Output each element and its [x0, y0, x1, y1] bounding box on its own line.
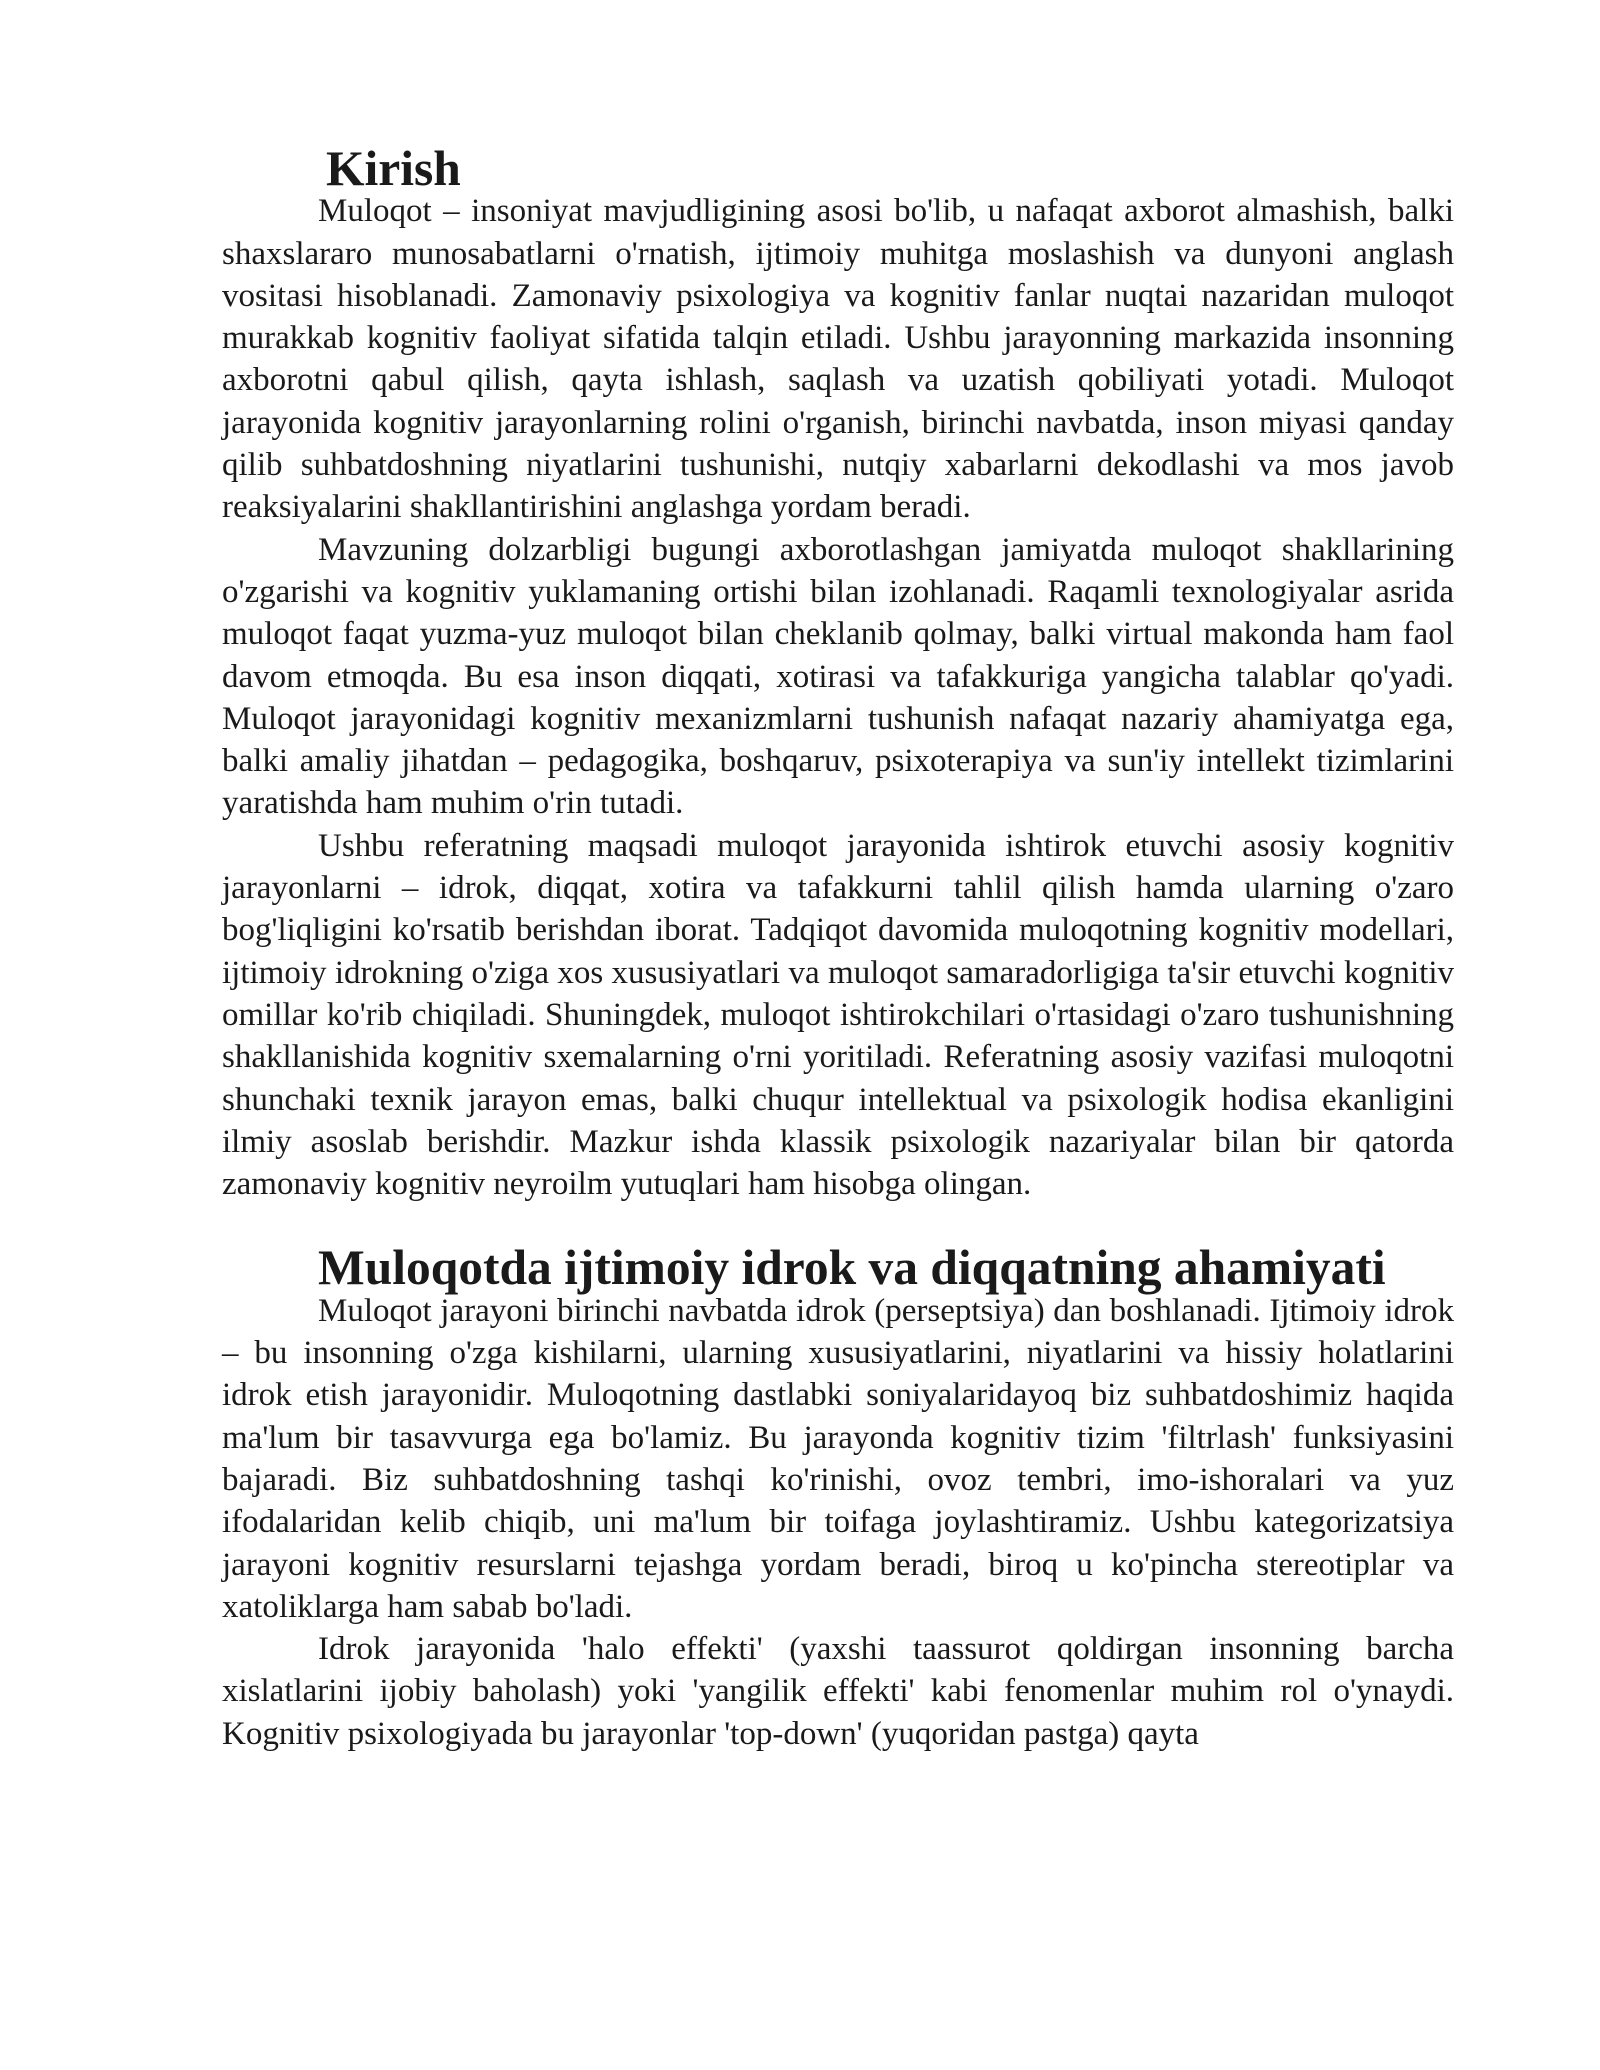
document-body — [222, 141, 1454, 1755]
paragraph: Idrok jarayonida 'halo effekti' (yaxshi taassurot qoldirgan insonning barcha xislatlarini ijobiy baholash) yoki 'yangilik effekti' kabi fenomenlar muhim rol o'ynaydi. Kognitiv psixologiyada bu jarayonlar 'top-down' (yuqoridan pastga) qayta — [222, 1631, 1454, 1752]
paragraph: Ushbu referatning maqsadi muloqot jarayonida ishtirok etuvchi asosiy kognitiv jarayonlarni – idrok, diqqat, xotira va tafakkurni tahlil qilish hamda ularning o'zaro bog'liqligini ko'rsatib berishdan iborat. Tadqiqot davomida muloqotning kognitiv modellari, ijtimoiy idrokning o'ziga xos xususiyatlari va muloqot samaradorligiga ta'sir etuvchi kognitiv omillar ko'rib chiqiladi. Shuningdek, muloqot ishtirokchilari o'rtasidagi o'zaro tushunishning shakllanishida kognitiv sxemalarning o'rni yoritiladi. Referatning asosiy vazifasi muloqotni shunchaki texnik jarayon emas, balki chuqur intellektual va psixologik hodisa ekanligini ilmiy asoslab berishdir. Mazkur ishda klassik psixologik nazariyalar bilan bir qatorda zamonaviy kognitiv neyroilm yutuqlari ham hisobga olingan. — [222, 827, 1454, 1203]
paragraph: Muloqot – insoniyat mavjudligining asosi bo'lib, u nafaqat axborot almashish, balki shaxslararo munosabatlarni o'rnatish, ijtimoiy muhitga moslashish va dunyoni anglash vositasi hisoblanadi. Zamonaviy psixologiya va kognitiv fanlar nuqtai nazaridan muloqot murakkab kognitiv faoliyat sifatida talqin etiladi. Ushbu jarayonning markazida insonning axborotni qabul qilish, qayta ishlash, saqlash va uzatish qobiliyati yotadi. Muloqot jarayonida kognitiv jarayonlarning rolini o'rganish, birinchi navbatda, inson miyasi qanday qilib suhbatdoshning niyatlarini tushunishi, nutqiy xabarlarni dekodlashi va mos javob reaksiyalarini shakllantirishini anglashga yordam beradi. — [222, 193, 1454, 526]
section-heading-kirish: Kirish — [326, 141, 461, 196]
paragraph: Mavzuning dolzarbligi bugungi axborotlashgan jamiyatda muloqot shakllarining o'zgarishi va kognitiv yuklamaning ortishi bilan izohlanadi. Raqamli texnologiyalar asrida muloqot faqat yuzma-yuz muloqot bilan cheklanib qolmay, balki virtual makonda ham faol davom etmoqda. Bu esa inson diqqati, xotirasi va tafakkuriga yangicha talablar qo'yadi. Muloqot jarayonidagi kognitiv mexanizmlarni tushunish nafaqat nazariy ahamiyatga ega, balki amaliy jihatdan – pedagogika, boshqaruv, psixoterapiya va sun'iy intellekt tizimlarini yaratishda ham muhim o'rin tutadi. — [222, 531, 1454, 822]
section-heading-ijtimoiy-idrok: Muloqotda ijtimoiy idrok va diqqatning ahamiyati — [318, 1240, 1386, 1296]
paragraph: Muloqot jarayoni birinchi navbatda idrok (perseptsiya) dan boshlanadi. Ijtimoiy idrok – bu insonning o'zga kishilarni, ularning xususiyatlarini, niyatlarini va hissiy holatlarini idrok etish jarayonidir. Muloqotning dastlabki soniyalaridayoq biz suhbatdoshimiz haqida ma'lum bir tasavvurga ega bo'lamiz. Bu jarayonda kognitiv tizim 'filtrlash' funksiyasini bajaradi. Biz suhbatdoshning tashqi ko'rinishi, ovoz tembri, imo-ishoralari va yuz ifodalaridan kelib chiqib, uni ma'lum bir toifaga joylashtiramiz. Ushbu kategorizatsiya jarayoni kognitiv resurslarni tejashga yordam beradi, biroq u ko'pincha stereotiplar va xatoliklarga ham sabab bo'ladi. — [222, 1292, 1454, 1625]
